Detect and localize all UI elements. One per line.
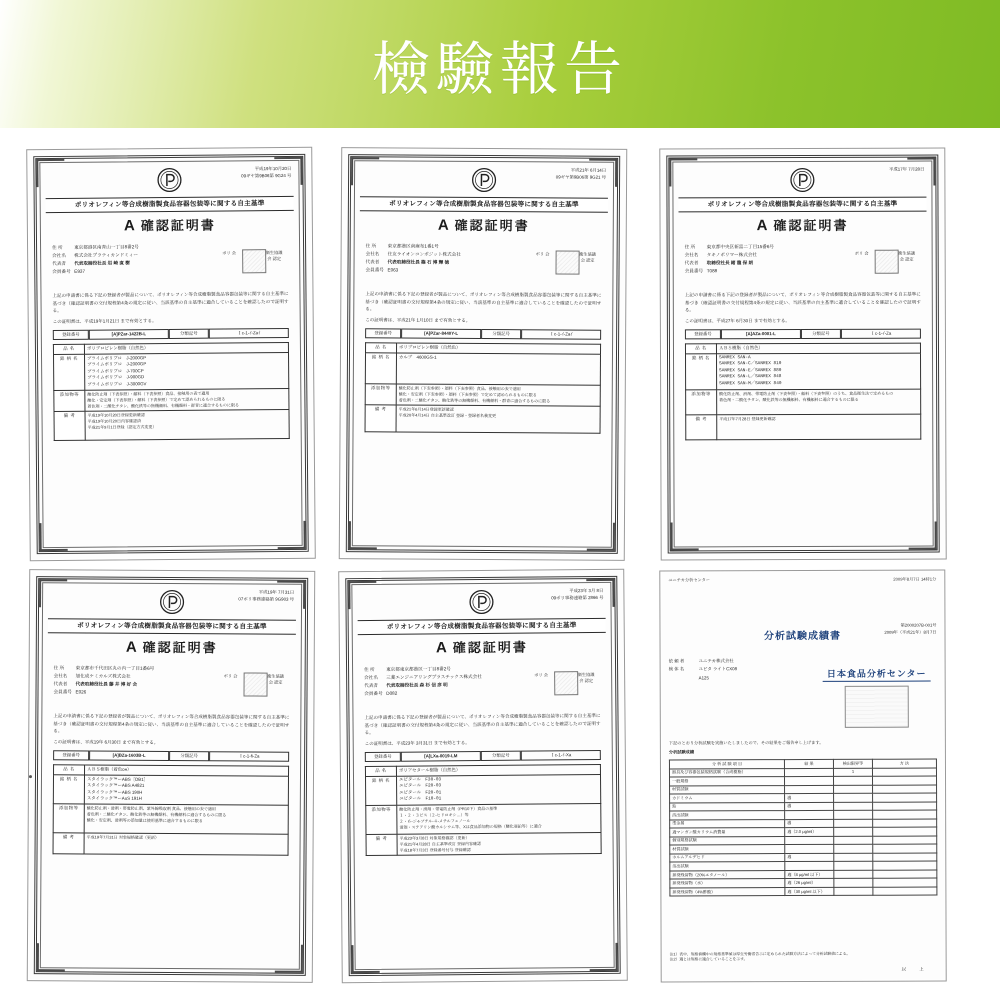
- certificate-body-text: 上記の申請書に係る下記の登録者が製品について、ポリオレフィン等合成樹脂製食品容器包装等に関する自主基準に基づき（確認証明書の交付規程第4条の規定に従い、当該基準の自主基準に適合していることを確認したので証明する。 この証明書は、平成23年 3月31日 まで有効とする。: [364, 712, 601, 746]
- table-row: 品 名 ＡＢＳ樹脂（自然色）: [685, 343, 920, 353]
- registration-number: [A]PZar-1422B-L: [89, 329, 169, 340]
- certificate-heading: A 確認証明書: [437, 216, 530, 234]
- seal-right-label: 衛生協議会 認定: [265, 250, 283, 262]
- registration-number: [A]LXa-0019-LM: [401, 751, 481, 762]
- organization-name: 日本食品分析センター: [823, 667, 931, 682]
- seal-left-label: ポリ 会: [854, 250, 869, 256]
- report-number-block: 第2000207B-001号 2009年（平成21年）8月7日: [884, 622, 937, 635]
- seal-stamp-icon: [554, 671, 578, 695]
- table-row: 品 名 ＡＢＳ樹脂（着色он）: [54, 765, 289, 776]
- table-row: 備 考 平成23年3月8日 対象規格確認（更新） 平成21年4月28日 自主基準改訂 登録内容確認 平成18年7月3日 登録番号付与 登録確認: [366, 833, 601, 856]
- document-meta: 平成19年10月20日 09ギヤ第9B06第 9G24 号: [241, 165, 292, 178]
- table-row: 蒸発残留物（4%酢酸） 適（30 μg/ml 以下）: [670, 887, 937, 896]
- registration-number: [A]PZar-8440Y-L: [401, 328, 481, 339]
- registration-number: [A]AZa-0001-L: [721, 329, 801, 340]
- seal-stamp-icon: [555, 250, 579, 274]
- report-lead-text: 下記のとおり分析試験を実施いたしましたので、その結果をご報告申し上げます。 分析試験成績: [669, 739, 937, 756]
- seal-right-label: 衛生協議会 認定: [579, 251, 597, 263]
- seal-stamp-icon: [242, 249, 266, 273]
- table-row: 材質試験: [670, 844, 937, 853]
- certificate-thumbnail[interactable]: [340, 570, 626, 982]
- self-standard-band: ポリオレフィン等合成樹脂製食品容器包装等に関する自主基準: [46, 196, 294, 213]
- classification-code: Ｉc-1-ｲ-Zaｲ: [209, 328, 289, 339]
- page-header-banner: [0, 0, 1000, 128]
- official-seal: [218, 248, 284, 283]
- table-row: ホルムアルデヒド 適: [670, 853, 937, 862]
- table-row: 鉛 適: [670, 802, 937, 811]
- seal-right-label: 衛生協議会 認定: [898, 250, 916, 262]
- certificate-page: [26, 147, 316, 561]
- table-row: 銘 柄 名 スタイラック™ーABS［DB1］ スタイラック™ーABS A4821 スタイラック™ーABS 190H スタイラック™ーAuS 191H: [53, 774, 288, 805]
- applicant-block: 住 所 東京都東京都港区一丁目8番2号 会社名 三菱エンジニアリングプラスチックス株式会社 代表者 代表取締役社長 森 杉 信 彦 明 会員番号 D082: [364, 666, 482, 697]
- table-row: 添加物等 酸化防止剤（下表参照）・顔料（下表参照）食品、接触用の表で適用 酸化・安定剤（下表参照）・顔料（下表参照）で定めて認められるものに限る 着色剤・二酸化チタン、酸化鉄等の無機顔料、有機顔料・群青に適合するものに限る: [54, 388, 289, 411]
- polyolefin-p-logo-icon: [471, 167, 497, 193]
- organization-seal-icon: [845, 686, 909, 728]
- document-meta: 平成19年 7月31日 07ポリ事務連絡第 9G903 号: [238, 589, 295, 602]
- report-party-block: 依 頼 者 ユニチカ株式会社 検 体 名 ユピタ ライトCX08 A125: [668, 658, 738, 681]
- report-closing: 以 上: [901, 966, 930, 972]
- certificate-detail-table: [53, 764, 290, 855]
- table-row: 蒸発残留物（20%エタノール） 適（8 μg/ml 以下）: [670, 870, 937, 879]
- table-row: 品 名 ポリプロピレン樹脂（自然色）: [53, 342, 288, 354]
- table-row: 添加物等 酸化防止剤・滑剤・帯電防止剤（PR10下）食品の基準 １・２・３ビス（２-ヒドロキシ…）等 ２・６-ジ-t-ブチル-４-メチルフェノール 滑剤・ステアリン酸カルシウム等、Xは食品添加物の規格（酸化亜鉛等）に適合: [366, 804, 601, 835]
- applicant-block: 住 所 東京都中央区新富二丁目15番6号 会社名 タキノポリマー株式会社 代表者 取締役社長 緒 龍 保 朗 会員番号 T088: [684, 244, 775, 274]
- certificate-detail-table: [685, 343, 921, 440]
- certificate-body-text: 上記の申請書に係る下記の登録者が製品について、ポリオレフィン等合成樹脂製食品容器包装等に関する自主基準に基づき（確認証明書の交付規程第4条の規定に従い、当該基準の自主基準に適合していることを確認したので証明する。 この証明書は、平成19年1月21日 まで有効とする。: [52, 290, 289, 324]
- registration-bar: 登録番号 [A]BZa-1603B-L 分類記号 Ｉc-1-ﬁ-Za: [53, 750, 289, 762]
- table-row: 備 考 平成17年7月28日 登録更新確認: [686, 414, 921, 440]
- classification-code: Ｉc-1-ﬁ-Za: [209, 751, 289, 762]
- classification-code: Ｉc-1-ｲ-Za: [841, 329, 921, 340]
- applicant-block: 住 所 東京都港区南青山一丁目8番2号 会社名 株式会社プラティカンドミィー 代表者 代表取締役社長 岩 崎 直 樹 会員番号 E937: [52, 244, 139, 275]
- report-print-timestamp: 2009年8月7日 14時1分: [893, 576, 937, 582]
- table-row: 過マンガン酸カリウム消費量 適（2.0 μg/ml）: [670, 827, 937, 836]
- official-seal: [530, 670, 596, 705]
- certificate-detail-table: [53, 342, 290, 441]
- table-row: 一般規格: [670, 776, 937, 785]
- official-seal: [219, 671, 285, 705]
- table-row: 銘 柄 名 SANREX SAN-A SANREX SAN-C／SANREX 810 SANREX SAN-E／SANREX 880 SANREX SAN-L／SANREX 848 SANREX SAN-M／SANREX 840: [685, 353, 920, 390]
- table-row: 重金属 適: [670, 819, 937, 828]
- certificate-page: [338, 569, 628, 983]
- registration-bar: 登録番号 [A]PZar-1422B-L 分類記号 Ｉc-1-ｲ-Zaｲ: [53, 328, 289, 340]
- page-title: 檢驗報告: [371, 35, 628, 103]
- certificate-page: [27, 569, 316, 983]
- seal-stamp-icon: [875, 250, 899, 274]
- self-standard-band: ポリオレフィン等合成樹脂製食品容器包装等に関する自主基準: [360, 196, 608, 212]
- table-row: カドミウム 適: [670, 793, 937, 802]
- applicant-block: 住 所 東京都港区南麻布1番1号 会社名 住友ライオンコンポジット株式会社 代表者 代表取締役社長 篠 石 博 輝 徳 会員番号 E063: [365, 243, 461, 273]
- certificate-detail-table: [365, 342, 602, 433]
- table-row: 備 考 平成19年10月20日登録更新確認 平成19年10月20日内容確認済 平成21年9月1日登録（認定方式変更）: [54, 409, 289, 440]
- analysis-results-table: [669, 759, 937, 897]
- table-row: 銘 柄 名 カルプ 4600GS-1: [365, 352, 600, 384]
- table-row: 備 考 平成19年7月31日 対象規格確認（更新）: [53, 833, 288, 855]
- grade-a-label: A: [756, 217, 770, 235]
- seal-left-label: ポリ 会: [223, 673, 238, 679]
- report-source-label: ユニチカ分析センター: [668, 577, 710, 583]
- registration-bar: 登録番号 [A]PZar-8440Y-L 分類記号 Ｉc-1-ｲ-Zaｲ: [365, 328, 601, 340]
- certificate-thumbnail[interactable]: [340, 148, 626, 560]
- grade-a-label: A: [435, 639, 449, 657]
- certificate-heading: A 確認証明書: [123, 217, 216, 235]
- polyolefin-p-logo-icon: [468, 589, 494, 615]
- certificate-page: [339, 147, 628, 561]
- table-row: 添加物等 酸化防止剤、滑剤、帯電防止剤（下表参照）・顔料（下表参照）のうち、食品衛生法で定めるもの 着色剤・二酸化チタン、酸化鉄等の無機顔料、有機顔料に適合するものに限る: [686, 389, 921, 415]
- document-meta: 平成23年 3月 8日 09ポリ事務連絡第 2866 号: [551, 587, 604, 601]
- certificate-detail-table: [365, 764, 602, 856]
- certificates-grid: [0, 128, 1000, 1000]
- analysis-report-thumbnail[interactable]: [660, 570, 946, 982]
- seal-stamp-icon: [243, 672, 267, 696]
- table-row: 添加物等 酸化防止剤・滑剤・帯電防止剤、紫外線吸収剤 食品、接触用の表で適用 着色剤・二酸化チタン、酸化鉄等の無機顔料、有機顔料に適合するものに限る 酸化・安定剤、滑剤等の添加量は使用基準に適合するものに限る: [53, 804, 288, 834]
- classification-code: Ｉc-1-ｲ-Zaｲ: [521, 329, 601, 340]
- table-row: 溶出試験: [670, 861, 937, 870]
- self-standard-band: ポリオレフィン等合成樹脂製食品容器包装等に関する自主基準: [678, 197, 926, 213]
- document-meta: 平成21年 6月14日 09ギヤ第9B06第 9G21 号: [555, 167, 607, 180]
- seal-left-label: ポリ 会: [535, 251, 550, 257]
- seal-left-label: ポリ 会: [222, 250, 237, 256]
- certificate-page: [659, 148, 946, 561]
- report-header-row: [668, 577, 936, 584]
- table-row: 蒸発残留物（水） 適（26 μg/ml）: [670, 878, 937, 887]
- report-table-title: 分析試験成績: [668, 749, 695, 755]
- seal-right-label: 衛生協議会 認定: [267, 673, 285, 685]
- certificate-heading: A 確認証明書: [435, 639, 528, 657]
- page-edge-mark: [29, 775, 32, 778]
- table-row: 材質試験: [670, 785, 937, 794]
- grade-a-label: A: [437, 216, 451, 234]
- polyolefin-p-logo-icon: [159, 589, 185, 615]
- grade-a-label: A: [125, 638, 139, 656]
- table-row: 器具及び容器包装規格試験（合成樹脂） 1: [669, 768, 936, 777]
- applicant-block: 住 所 東京都市千代田区丸の内一丁目1番6号 会社名 旭化成ケミカルズ株式会社 代表者 代表取締役社長 藤 井 博 好 会 会員番号 E026: [53, 665, 155, 695]
- self-standard-band: ポリオレフィン等合成樹脂製食品容器包装等に関する自主基準: [358, 618, 606, 635]
- table-row: 個別規格試験: [670, 836, 937, 845]
- certificate-heading: A 確認証明書: [756, 217, 849, 235]
- certificate-thumbnail[interactable]: [660, 148, 946, 560]
- table-row: 備 考 平成21年6月14日登録更新確認 平成20年4月14日 自主基準改訂 登録・登録者名義変更: [365, 404, 600, 432]
- official-seal: [531, 249, 597, 283]
- self-standard-band: ポリオレフィン等合成樹脂製食品容器包装等に関する自主基準: [48, 618, 296, 634]
- table-row: 品 名 ポリプロピレン樹脂（自然色）: [366, 343, 601, 354]
- report-title: 分析試験成績書: [763, 630, 842, 643]
- analysis-report-page: [659, 570, 946, 983]
- polyolefin-p-logo-icon: [156, 167, 182, 193]
- registration-number: [A]BZa-1603B-L: [89, 750, 169, 761]
- grade-a-label: A: [123, 217, 137, 235]
- table-row: 銘 柄 名 ユピタール F30-03 ユピタール F20-03 ユピタール F20-01 ユピタール F10-01: [365, 774, 600, 805]
- seal-left-label: ポリ 会: [534, 672, 549, 678]
- certificate-body-text: 上記の申請書に係る下記の登録者が製品について、ポリオレフィン等合成樹脂製食品容器包装等に関する自主基準に基づき（確認証明書の交付規程第4条の規定に従い、当該基準の自主基準に適合していることを確認したので証明する。 この証明書は、平成27年 6月30日 まで有効とする。: [684, 291, 921, 324]
- certificate-thumbnail[interactable]: [28, 570, 314, 982]
- seal-right-label: 衛生協議会 認定: [577, 672, 595, 684]
- certificate-body-text: 上記の申請書に係る下記の登録者が製品について、ポリオレフィン等合成樹脂製食品容器包装等に関する自主基準に基づき（確認証明書の交付規程第4条の規定に従い、当該基準の自主基準に適合していることを確認したので証明する。 この証明書は、平成19年 6月30日 まで有効とする。: [53, 713, 290, 745]
- document-meta: 平成17年 7月28日: [888, 166, 925, 172]
- table-row: 溶出試験: [670, 810, 937, 819]
- registration-bar: 登録番号 [A]LXa-0019-LM 分類記号 Ｉc-1-ｲ-Xa: [365, 750, 601, 762]
- table-row: 添加物等 酸化防止剤（下表参照）・顔料（下表参照）食品、接触用の表で適用 酸化・安定剤（下表参照）・顔料（下表参照）で定めて認められるものに限る 着色剤・二酸化チタン、酸化鉄等の無機顔料、有機顔料・群青に適合するものに限る: [365, 383, 600, 405]
- classification-code: Ｉc-1-ｲ-Xa: [521, 750, 601, 761]
- polyolefin-p-logo-icon: [789, 167, 815, 193]
- registration-bar: 登録番号 [A]AZa-0001-L 分類記号 Ｉc-1-ｲ-Za: [685, 329, 921, 340]
- official-seal: [851, 249, 917, 283]
- table-header-row: 分 析 試 験 項 目 結 果 検出限界等 方 法: [669, 759, 936, 768]
- certificate-thumbnail[interactable]: [28, 148, 314, 560]
- table-row: 銘 柄 名 プライムポリプロ J-2000GP プライムポリプロ J-2000GP プライムポリプロ J-700CP プライムポリプロ J-900GD プライムポリプロ J-3000GV: [53, 352, 288, 390]
- issuing-organization: [823, 667, 931, 728]
- report-footnote: 注1）表中、規格値欄中の規格基準値は厚生労働省告示に定められた試験方法によって分析試験値による。 注2）適とは規格に適合していることを示す。: [669, 951, 851, 962]
- certificate-body-text: 上記の申請書に係る下記の登録者が製品について、ポリオレフィン等合成樹脂製食品容器包装等に関する自主基準に基づき（確認証明書の交付規程第4条の規定に従い、当該基準の自主基準に適合していることを確認したので証明する。 この証明書は、平成21年 1月10日 まで有効とする。: [365, 291, 602, 323]
- certificate-heading: A 確認証明書: [125, 638, 218, 656]
- table-row: 品 名 ポリアセタール樹脂（自然色）: [365, 764, 600, 776]
